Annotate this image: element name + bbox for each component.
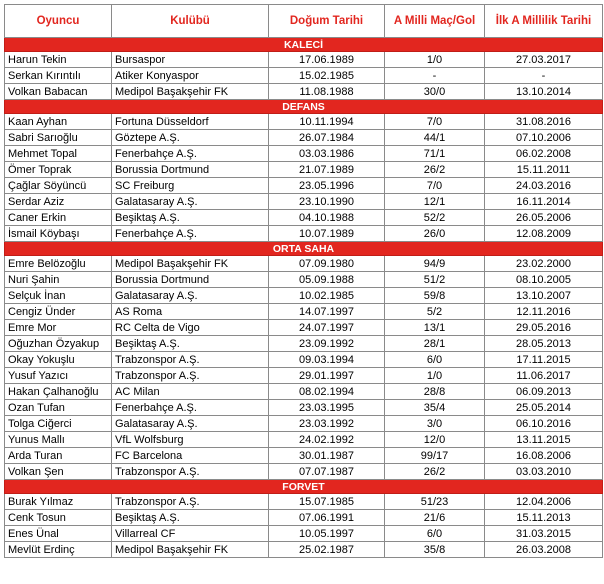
player-debut-date: 17.11.2015 bbox=[485, 352, 603, 368]
player-caps-goals: 26/0 bbox=[385, 226, 485, 242]
player-debut-date: 07.10.2006 bbox=[485, 130, 603, 146]
player-name: Sabri Sarıoğlu bbox=[5, 130, 112, 146]
player-debut-date: 06.09.2013 bbox=[485, 384, 603, 400]
table-row bbox=[5, 526, 603, 542]
player-name: Okay Yokuşlu bbox=[5, 352, 112, 368]
player-birth-date: 21.07.1989 bbox=[269, 162, 385, 178]
player-birth-date: 14.07.1997 bbox=[269, 304, 385, 320]
header-club: Kulübü bbox=[112, 5, 269, 38]
header-player: Oyuncu bbox=[5, 5, 112, 38]
player-club: Galatasaray A.Ş. bbox=[112, 416, 269, 432]
table-row bbox=[5, 400, 603, 416]
player-debut-date: 12.08.2009 bbox=[485, 226, 603, 242]
player-club: Beşiktaş A.Ş. bbox=[112, 210, 269, 226]
section-title: DEFANS bbox=[5, 100, 603, 114]
player-debut-date: 11.06.2017 bbox=[485, 368, 603, 384]
player-debut-date: 29.05.2016 bbox=[485, 320, 603, 336]
player-birth-date: 23.10.1990 bbox=[269, 194, 385, 210]
section-title: KALECİ bbox=[5, 38, 603, 52]
table-row bbox=[5, 464, 603, 480]
player-club: RC Celta de Vigo bbox=[112, 320, 269, 336]
player-caps-goals: 59/8 bbox=[385, 288, 485, 304]
header-birth-date: Doğum Tarihi bbox=[269, 5, 385, 38]
table-row bbox=[5, 84, 603, 100]
player-birth-date: 29.01.1997 bbox=[269, 368, 385, 384]
player-caps-goals: 6/0 bbox=[385, 526, 485, 542]
player-birth-date: 30.01.1987 bbox=[269, 448, 385, 464]
player-birth-date: 10.02.1985 bbox=[269, 288, 385, 304]
player-birth-date: 15.02.1985 bbox=[269, 68, 385, 84]
table-row bbox=[5, 210, 603, 226]
player-caps-goals: 26/2 bbox=[385, 464, 485, 480]
player-caps-goals: 28/1 bbox=[385, 336, 485, 352]
player-caps-goals: 26/2 bbox=[385, 162, 485, 178]
player-debut-date: 16.11.2014 bbox=[485, 194, 603, 210]
table-row bbox=[5, 226, 603, 242]
player-name: Tolga Ciğerci bbox=[5, 416, 112, 432]
player-debut-date: 12.04.2006 bbox=[485, 494, 603, 510]
player-club: Trabzonspor A.Ş. bbox=[112, 494, 269, 510]
player-club: AS Roma bbox=[112, 304, 269, 320]
table-row bbox=[5, 288, 603, 304]
table-row bbox=[5, 448, 603, 464]
player-caps-goals: 35/4 bbox=[385, 400, 485, 416]
player-caps-goals: 6/0 bbox=[385, 352, 485, 368]
player-birth-date: 10.11.1994 bbox=[269, 114, 385, 130]
player-name: Serkan Kırıntılı bbox=[5, 68, 112, 84]
header-caps-goals: A Milli Maç/Gol bbox=[385, 5, 485, 38]
player-birth-date: 07.06.1991 bbox=[269, 510, 385, 526]
player-birth-date: 25.02.1987 bbox=[269, 542, 385, 558]
table-row bbox=[5, 320, 603, 336]
player-debut-date: 24.03.2016 bbox=[485, 178, 603, 194]
player-club: Fenerbahçe A.Ş. bbox=[112, 400, 269, 416]
table-row bbox=[5, 52, 603, 68]
player-caps-goals: 13/1 bbox=[385, 320, 485, 336]
player-name: Emre Mor bbox=[5, 320, 112, 336]
player-caps-goals: 5/2 bbox=[385, 304, 485, 320]
table-row bbox=[5, 304, 603, 320]
player-birth-date: 09.03.1994 bbox=[269, 352, 385, 368]
player-name: Çağlar Söyüncü bbox=[5, 178, 112, 194]
player-caps-goals: 52/2 bbox=[385, 210, 485, 226]
table-row bbox=[5, 542, 603, 558]
player-club: Göztepe A.Ş. bbox=[112, 130, 269, 146]
player-debut-date: 31.03.2015 bbox=[485, 526, 603, 542]
table-row bbox=[5, 336, 603, 352]
player-name: Emre Belözoğlu bbox=[5, 256, 112, 272]
player-caps-goals: 7/0 bbox=[385, 178, 485, 194]
table-row bbox=[5, 146, 603, 162]
player-name: Burak Yılmaz bbox=[5, 494, 112, 510]
player-name: Enes Ünal bbox=[5, 526, 112, 542]
player-birth-date: 23.03.1992 bbox=[269, 416, 385, 432]
player-club: SC Freiburg bbox=[112, 178, 269, 194]
section-header-row bbox=[5, 100, 603, 114]
player-club: Borussia Dortmund bbox=[112, 272, 269, 288]
player-debut-date: 13.10.2007 bbox=[485, 288, 603, 304]
player-birth-date: 23.03.1995 bbox=[269, 400, 385, 416]
player-club: Medipol Başakşehir FK bbox=[112, 542, 269, 558]
player-birth-date: 11.08.1988 bbox=[269, 84, 385, 100]
player-birth-date: 05.09.1988 bbox=[269, 272, 385, 288]
player-club: Medipol Başakşehir FK bbox=[112, 84, 269, 100]
player-club: Beşiktaş A.Ş. bbox=[112, 510, 269, 526]
player-club: Trabzonspor A.Ş. bbox=[112, 368, 269, 384]
player-name: Ömer Toprak bbox=[5, 162, 112, 178]
player-debut-date: 15.11.2011 bbox=[485, 162, 603, 178]
player-club: Fortuna Düsseldorf bbox=[112, 114, 269, 130]
player-debut-date: - bbox=[485, 68, 603, 84]
player-name: Arda Turan bbox=[5, 448, 112, 464]
player-name: Oğuzhan Özyakup bbox=[5, 336, 112, 352]
player-birth-date: 24.07.1997 bbox=[269, 320, 385, 336]
player-birth-date: 23.05.1996 bbox=[269, 178, 385, 194]
player-name: Volkan Babacan bbox=[5, 84, 112, 100]
player-debut-date: 31.08.2016 bbox=[485, 114, 603, 130]
player-debut-date: 26.05.2006 bbox=[485, 210, 603, 226]
player-debut-date: 13.10.2014 bbox=[485, 84, 603, 100]
section-header-row bbox=[5, 242, 603, 256]
player-club: Medipol Başakşehir FK bbox=[112, 256, 269, 272]
player-club: AC Milan bbox=[112, 384, 269, 400]
player-club: VfL Wolfsburg bbox=[112, 432, 269, 448]
player-name: Cenk Tosun bbox=[5, 510, 112, 526]
player-name: Kaan Ayhan bbox=[5, 114, 112, 130]
section-title: FORVET bbox=[5, 480, 603, 494]
table-row bbox=[5, 194, 603, 210]
player-name: Yunus Mallı bbox=[5, 432, 112, 448]
player-name: Selçuk İnan bbox=[5, 288, 112, 304]
player-caps-goals: 30/0 bbox=[385, 84, 485, 100]
player-debut-date: 23.02.2000 bbox=[485, 256, 603, 272]
player-caps-goals: 71/1 bbox=[385, 146, 485, 162]
table-row bbox=[5, 384, 603, 400]
player-name: Mevlüt Erdinç bbox=[5, 542, 112, 558]
player-birth-date: 10.07.1989 bbox=[269, 226, 385, 242]
section-header-row bbox=[5, 480, 603, 494]
player-debut-date: 27.03.2017 bbox=[485, 52, 603, 68]
player-birth-date: 08.02.1994 bbox=[269, 384, 385, 400]
header-debut-date: İlk A Millilik Tarihi bbox=[485, 5, 603, 38]
player-caps-goals: 12/1 bbox=[385, 194, 485, 210]
player-name: Cengiz Ünder bbox=[5, 304, 112, 320]
player-debut-date: 25.05.2014 bbox=[485, 400, 603, 416]
table-row bbox=[5, 368, 603, 384]
table-row bbox=[5, 130, 603, 146]
player-club: Galatasaray A.Ş. bbox=[112, 194, 269, 210]
player-birth-date: 03.03.1986 bbox=[269, 146, 385, 162]
player-debut-date: 26.03.2008 bbox=[485, 542, 603, 558]
player-club: Fenerbahçe A.Ş. bbox=[112, 146, 269, 162]
player-debut-date: 16.08.2006 bbox=[485, 448, 603, 464]
player-debut-date: 06.02.2008 bbox=[485, 146, 603, 162]
player-name: Ozan Tufan bbox=[5, 400, 112, 416]
player-birth-date: 26.07.1984 bbox=[269, 130, 385, 146]
section-title: ORTA SAHA bbox=[5, 242, 603, 256]
player-club: Borussia Dortmund bbox=[112, 162, 269, 178]
player-caps-goals: 7/0 bbox=[385, 114, 485, 130]
player-birth-date: 23.09.1992 bbox=[269, 336, 385, 352]
table-row bbox=[5, 256, 603, 272]
player-debut-date: 12.11.2016 bbox=[485, 304, 603, 320]
player-name: Harun Tekin bbox=[5, 52, 112, 68]
table-row bbox=[5, 272, 603, 288]
player-caps-goals: 12/0 bbox=[385, 432, 485, 448]
player-name: Serdar Aziz bbox=[5, 194, 112, 210]
player-birth-date: 07.07.1987 bbox=[269, 464, 385, 480]
player-name: İsmail Köybaşı bbox=[5, 226, 112, 242]
player-caps-goals: - bbox=[385, 68, 485, 84]
table-row bbox=[5, 68, 603, 84]
player-caps-goals: 21/6 bbox=[385, 510, 485, 526]
player-caps-goals: 94/9 bbox=[385, 256, 485, 272]
player-birth-date: 24.02.1992 bbox=[269, 432, 385, 448]
player-caps-goals: 1/0 bbox=[385, 52, 485, 68]
player-club: Trabzonspor A.Ş. bbox=[112, 352, 269, 368]
player-caps-goals: 35/8 bbox=[385, 542, 485, 558]
player-name: Caner Erkin bbox=[5, 210, 112, 226]
player-caps-goals: 1/0 bbox=[385, 368, 485, 384]
player-name: Mehmet Topal bbox=[5, 146, 112, 162]
player-club: Bursaspor bbox=[112, 52, 269, 68]
squad-body bbox=[5, 38, 603, 558]
player-birth-date: 07.09.1980 bbox=[269, 256, 385, 272]
player-debut-date: 13.11.2015 bbox=[485, 432, 603, 448]
player-name: Hakan Çalhanoğlu bbox=[5, 384, 112, 400]
player-caps-goals: 3/0 bbox=[385, 416, 485, 432]
player-club: Fenerbahçe A.Ş. bbox=[112, 226, 269, 242]
header-row bbox=[5, 5, 603, 38]
table-row bbox=[5, 114, 603, 130]
player-name: Nuri Şahin bbox=[5, 272, 112, 288]
table-row bbox=[5, 352, 603, 368]
player-caps-goals: 99/17 bbox=[385, 448, 485, 464]
player-debut-date: 08.10.2005 bbox=[485, 272, 603, 288]
table-row bbox=[5, 162, 603, 178]
table-row bbox=[5, 432, 603, 448]
table-row bbox=[5, 494, 603, 510]
player-birth-date: 15.07.1985 bbox=[269, 494, 385, 510]
player-debut-date: 15.11.2013 bbox=[485, 510, 603, 526]
player-club: Atiker Konyaspor bbox=[112, 68, 269, 84]
table-row bbox=[5, 510, 603, 526]
player-debut-date: 03.03.2010 bbox=[485, 464, 603, 480]
table-row bbox=[5, 416, 603, 432]
player-club: Villarreal CF bbox=[112, 526, 269, 542]
player-caps-goals: 51/23 bbox=[385, 494, 485, 510]
player-club: Galatasaray A.Ş. bbox=[112, 288, 269, 304]
player-caps-goals: 28/8 bbox=[385, 384, 485, 400]
squad-table bbox=[4, 4, 603, 558]
player-debut-date: 28.05.2013 bbox=[485, 336, 603, 352]
player-birth-date: 10.05.1997 bbox=[269, 526, 385, 542]
table-row bbox=[5, 178, 603, 194]
player-birth-date: 17.06.1989 bbox=[269, 52, 385, 68]
player-caps-goals: 44/1 bbox=[385, 130, 485, 146]
player-name: Volkan Şen bbox=[5, 464, 112, 480]
player-club: FC Barcelona bbox=[112, 448, 269, 464]
player-name: Yusuf Yazıcı bbox=[5, 368, 112, 384]
player-birth-date: 04.10.1988 bbox=[269, 210, 385, 226]
player-debut-date: 06.10.2016 bbox=[485, 416, 603, 432]
player-caps-goals: 51/2 bbox=[385, 272, 485, 288]
player-club: Beşiktaş A.Ş. bbox=[112, 336, 269, 352]
player-club: Trabzonspor A.Ş. bbox=[112, 464, 269, 480]
section-header-row bbox=[5, 38, 603, 52]
